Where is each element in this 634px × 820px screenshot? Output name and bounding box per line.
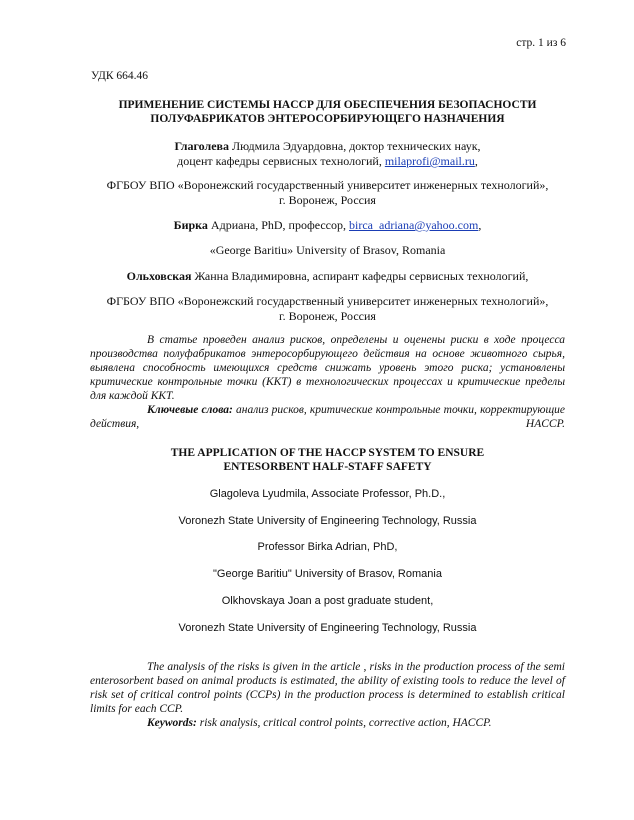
keywords-en-label: Keywords:	[147, 717, 197, 729]
affiliation-ru-2: «George Baritiu» University of Brasov, Romania	[209, 243, 446, 257]
keywords-ru-label: Ключевые слова:	[147, 404, 233, 416]
page-number: стр. 1 из 6	[516, 37, 566, 49]
author-ru-2-details: Адриана, PhD, профессор,	[207, 218, 350, 232]
title-ru-line1: ПРИМЕНЕНИЕ СИСТЕМЫ HACCP ДЛЯ ОБЕСПЕЧЕНИЯ БЕЗОПАСНОСТИ	[118, 99, 537, 111]
affiliation-ru-3-line2: г. Воронеж, Россия	[279, 309, 376, 323]
author-ru-1-position: доцент кафедры сервисных технологий,	[177, 154, 385, 168]
author-ru-1-surname: Глаголева	[174, 139, 230, 153]
title-en	[90, 446, 565, 474]
author-ru-2-comma: ,	[478, 218, 482, 232]
keywords-ru-list: анализ рисков, критические контрольные точки, корректирующие действия, HACCP.	[90, 404, 566, 430]
affiliation-ru-3	[90, 294, 565, 324]
abstract-ru	[90, 333, 565, 431]
author-ru-2-surname: Бирка	[173, 218, 208, 232]
author-en-3: Olkhovskaya Joan a post graduate student,	[221, 595, 434, 607]
keywords-en-list: risk analysis, critical control points, corrective action, HACCP.	[196, 717, 492, 729]
keywords-en	[90, 716, 565, 730]
title-en-line1: THE APPLICATION OF THE HACCP SYSTEM TO ENSURE	[170, 447, 485, 459]
author-ru-3	[90, 269, 565, 284]
udk-code: УДК 664.46	[91, 70, 148, 82]
author-en-2: Professor Birka Adrian, PhD,	[257, 541, 398, 553]
author-ru-1-details: Людмила Эдуардовна, доктор технических наук,	[229, 139, 481, 153]
affiliation-en-3: Voronezh State University of Engineering Technology, Russia	[178, 622, 477, 634]
affiliation-ru-1-line1: ФГБОУ ВПО «Воронежский государственный университет инженерных технологий»,	[106, 178, 549, 192]
keywords-ru	[90, 403, 565, 431]
affiliation-ru-1	[90, 178, 565, 208]
author-ru-1	[90, 139, 565, 169]
abstract-en	[90, 660, 565, 730]
author-en-1: Glagoleva Lyudmila, Associate Professor, Ph.D.,	[209, 488, 446, 500]
author-ru-1-comma: ,	[474, 154, 478, 168]
affiliation-en-2: "George Baritiu" University of Brasov, Romania	[213, 568, 442, 580]
abstract-ru-text: В статье проведен анализ рисков, определены и оценены риски в ходе процесса производства полуфабрикатов энтеросорбирующего действия на основе животного сырья, выявлена способность имеющихся средств снижать уровень этого риска; установлены критические контрольные точки (ККТ) в технологических процессах и критические пределы для каждой ККТ.	[90, 334, 565, 402]
affiliation-en-1: Voronezh State University of Engineering Technology, Russia	[178, 515, 477, 527]
title-ru-line2: ПОЛУФАБРИКАТОВ ЭНТЕРОСОРБИРУЮЩЕГО НАЗНАЧЕНИЯ	[150, 113, 505, 125]
author-ru-3-details: Жанна Владимировна, аспирант кафедры сервисных технологий,	[191, 269, 529, 283]
affiliation-ru-1-line2: г. Воронеж, Россия	[279, 193, 376, 207]
author-ru-2	[90, 218, 565, 233]
author-ru-1-email-link[interactable]: milaprofi@mail.ru	[384, 154, 475, 168]
title-en-line2: ENTESORBENT HALF-STAFF SAFETY	[223, 461, 432, 473]
abstract-en-text: The analysis of the risks is given in the article , risks in the production process of the semi enterosorbent based on animal products is estimated, the ability of existing tools to reduce the level of risk set of critical control points (CCPs) in the production process is determined to establish critical limits for each CCP.	[90, 661, 565, 715]
author-ru-3-surname: Ольховская	[126, 269, 192, 283]
title-ru	[90, 98, 565, 126]
author-ru-2-email-link[interactable]: birca_adriana@yahoo.com	[349, 218, 479, 232]
affiliation-ru-3-line1: ФГБОУ ВПО «Воронежский государственный университет инженерных технологий»,	[106, 294, 549, 308]
